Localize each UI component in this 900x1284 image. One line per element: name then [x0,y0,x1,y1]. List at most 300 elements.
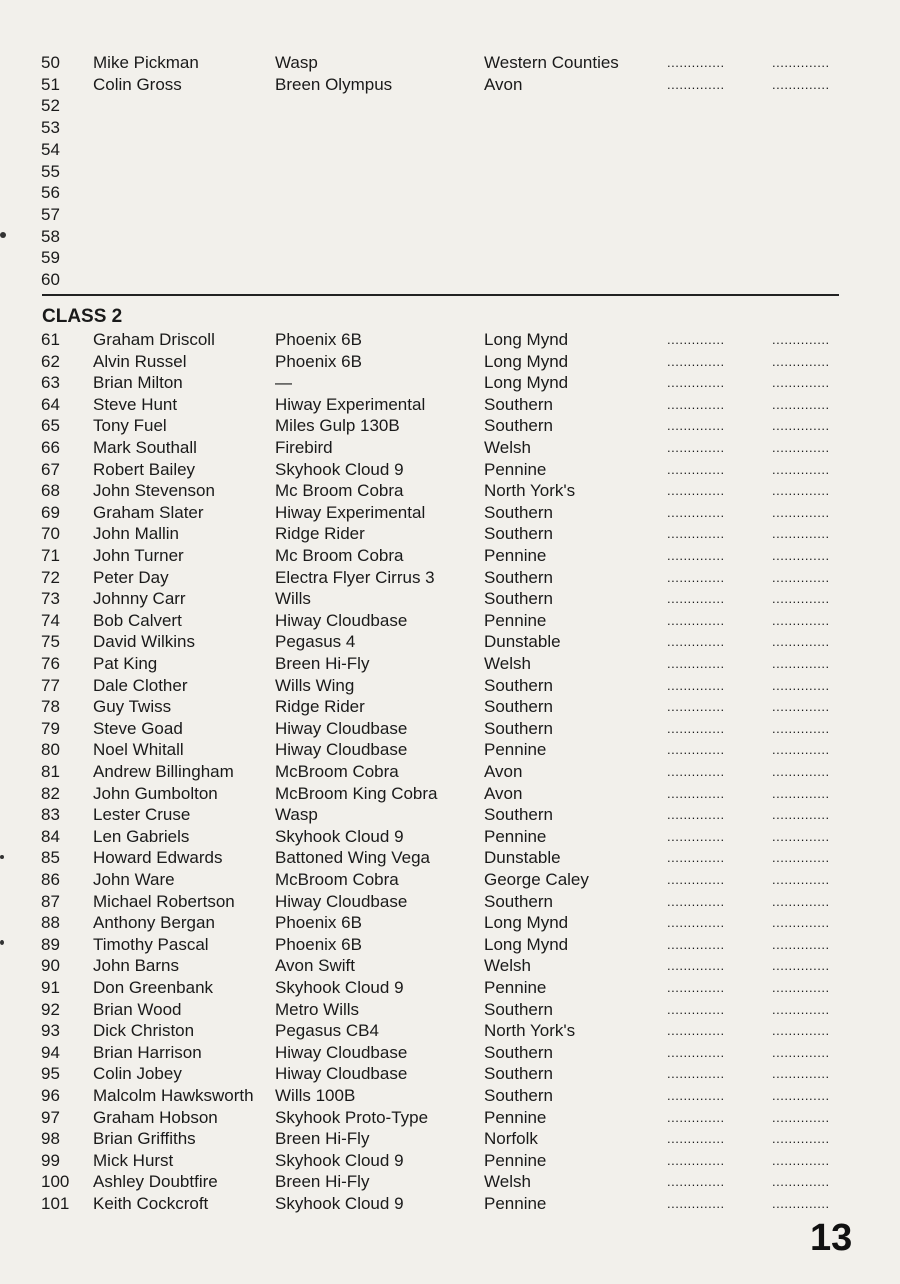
club-name: Pennine [484,978,547,997]
result-blank-2: .............. [772,807,830,823]
entry-number: 77 [41,675,60,695]
entry-row [0,502,900,524]
club-name: Southern [484,999,553,1019]
entry-number: 81 [41,762,60,781]
entry-number: 90 [41,956,60,976]
result-blank-1: .............. [667,1066,725,1082]
result-blank-1: .............. [667,332,725,347]
entry-row [0,1085,900,1107]
entry-number: 79 [41,718,60,738]
glider-name: Hiway Cloudbase [275,610,408,630]
result-blank-2: .............. [772,936,830,952]
entry-row [0,718,900,740]
glider-name: Miles Gulp 130B [275,416,400,436]
entry-number: 83 [41,805,60,825]
glider-name: Ridge Rider [275,524,365,544]
pilot-name: John Barns [93,956,179,976]
glider-name: Electra Flyer Cirrus 3 [275,567,435,587]
result-blank-2: .............. [772,353,830,369]
glider-name: Pegasus 4 [275,632,356,652]
entry-number: 97 [41,1107,60,1127]
entry-number: 73 [41,589,60,609]
glider-name: Phoenix 6B [275,330,362,349]
entry-row [0,247,900,269]
club-name: Long Mynd [484,913,569,933]
result-blank-2: .............. [772,872,830,887]
result-blank-1: .............. [667,548,725,563]
result-blank-1: .............. [667,828,725,844]
pilot-name: Colin Gross [93,74,182,94]
result-blank-2: .............. [772,1109,830,1125]
club-name: Dunstable [484,632,561,652]
glider-name: Phoenix 6B [275,934,362,954]
pilot-name: Anthony Bergan [93,913,215,933]
pilot-name: Andrew Billingham [93,762,234,781]
entry-row [0,869,900,891]
club-name: Southern [484,567,553,587]
result-blank-1: .............. [667,1174,725,1190]
pilot-name: Peter Day [93,567,169,587]
result-blank-2: .............. [772,1174,830,1190]
club-name: Southern [484,697,553,717]
club-name: Southern [484,675,553,695]
glider-name: Breen Hi-Fly [275,654,370,673]
glider-name: McBroom King Cobra [275,783,438,803]
glider-name: Hiway Cloudbase [275,891,408,911]
entry-row [0,1171,900,1193]
entry-number: 50 [41,53,60,72]
glider-name: Hiway Experimental [275,394,426,414]
glider-name: Skyhook Cloud 9 [275,826,404,846]
club-name: Pennine [484,1150,547,1170]
pilot-name: Tony Fuel [93,416,167,436]
result-blank-1: .............. [667,396,725,412]
result-blank-1: .............. [667,1044,725,1060]
result-blank-1: .............. [667,1088,725,1103]
entry-row [0,934,900,956]
entry-row [0,891,900,913]
glider-name: Breen Olympus [275,74,393,94]
result-blank-1: .............. [667,375,725,391]
pilot-name: Mick Hurst [93,1150,174,1170]
entry-row [0,329,900,351]
entry-number: 71 [41,546,60,565]
result-blank-1: .............. [667,720,725,736]
entry-row [0,204,900,226]
entry-number: 64 [41,394,60,414]
entry-number: 52 [41,96,60,116]
entry-row [0,117,900,139]
result-blank-1: .............. [667,483,725,499]
result-blank-2: .............. [772,1023,830,1039]
entry-number: 61 [41,330,60,349]
result-blank-1: .............. [667,1001,725,1017]
entry-row [0,545,900,567]
entry-row [0,1063,900,1085]
result-blank-1: .............. [667,634,725,650]
club-name: Southern [484,524,553,544]
entry-row [0,631,900,653]
entry-row [0,696,900,718]
entry-number: 72 [41,567,60,587]
result-blank-1: .............. [667,699,725,715]
punch-hole-mark [0,855,4,859]
entry-number: 59 [41,248,60,268]
entry-number: 67 [41,459,60,479]
club-name: Southern [484,718,553,738]
glider-name: Mc Broom Cobra [275,481,404,501]
result-blank-1: .............. [667,418,725,434]
pilot-name: John Turner [93,546,184,565]
pilot-name: Ashley Doubtfire [93,1172,218,1192]
result-blank-2: .............. [772,76,830,92]
entry-row [0,269,900,291]
result-blank-2: .............. [772,893,830,909]
entry-number: 88 [41,913,60,933]
entry-number: 74 [41,610,60,630]
section-divider [42,294,839,296]
pilot-name: Dale Clother [93,675,188,695]
club-name: Norfolk [484,1129,538,1149]
pilot-name: Brian Harrison [93,1042,202,1062]
pilot-name: Graham Driscoll [93,330,215,349]
glider-name: Ridge Rider [275,697,365,717]
entry-row [0,675,900,697]
result-blank-1: .............. [667,526,725,542]
class-2-heading: CLASS 2 [42,306,123,327]
entry-row [0,847,900,869]
result-blank-2: .............. [772,656,830,671]
result-blank-2: .............. [772,483,830,499]
result-blank-2: .............. [772,720,830,736]
entry-row [0,955,900,977]
result-blank-1: .............. [667,893,725,909]
club-name: Avon [484,762,523,781]
club-name: Western Counties [484,53,619,72]
entry-row [0,567,900,589]
result-blank-2: .............. [772,1196,830,1211]
pilot-name: Steve Hunt [93,394,178,414]
result-blank-2: .............. [772,548,830,563]
pilot-name: John Gumbolton [93,783,218,803]
pilot-name: Michael Robertson [93,891,235,911]
result-blank-2: .............. [772,591,830,607]
glider-name: Wasp [275,53,318,72]
result-blank-2: .............. [772,440,830,455]
pilot-name: Alvin Russel [93,351,187,371]
glider-name: McBroom Cobra [275,870,399,889]
club-name: Pennine [484,610,547,630]
entry-row [0,1020,900,1042]
club-name: George Caley [484,870,589,889]
entry-row [0,394,900,416]
glider-name: Breen Hi-Fly [275,1129,370,1149]
entry-number: 76 [41,654,60,673]
entry-number: 99 [41,1150,60,1170]
club-name: Southern [484,589,553,609]
club-name: Southern [484,416,553,436]
entry-number: 96 [41,1086,60,1105]
entry-number: 92 [41,999,60,1019]
club-name: Dunstable [484,848,561,868]
club-name: Welsh [484,654,531,673]
entry-row [0,351,900,373]
glider-name: Mc Broom Cobra [275,546,404,565]
glider-name: Avon Swift [275,956,356,976]
entry-row [0,161,900,183]
entry-number: 56 [41,183,60,203]
result-blank-1: .............. [667,785,725,801]
entry-row [0,761,900,783]
result-blank-1: .............. [667,656,725,671]
result-blank-2: .............. [772,699,830,715]
glider-name: Skyhook Proto-Type [275,1107,429,1127]
entry-number: 53 [41,118,60,138]
entry-row [0,804,900,826]
pilot-name: John Stevenson [93,481,215,501]
result-blank-2: .............. [772,1066,830,1082]
club-name: Southern [484,805,553,825]
entry-row [0,826,900,848]
entry-row [0,95,900,117]
result-blank-2: .............. [772,764,830,779]
glider-name: Wasp [275,805,318,825]
entry-row [0,1150,900,1172]
club-name: Pennine [484,546,547,565]
result-blank-1: .............. [667,76,725,92]
glider-name: Hiway Cloudbase [275,740,408,760]
entry-number: 95 [41,1064,60,1084]
entry-number: 80 [41,740,60,760]
entry-number: 91 [41,978,60,997]
entry-number: 65 [41,416,60,436]
glider-name: Hiway Cloudbase [275,1064,408,1084]
club-name: Welsh [484,1172,531,1192]
page-number: 13 [810,1217,853,1259]
glider-name: McBroom Cobra [275,762,399,781]
club-name: Long Mynd [484,934,569,954]
entry-row [0,739,900,761]
result-blank-1: .............. [667,1023,725,1039]
glider-name: Hiway Cloudbase [275,1042,408,1062]
pilot-name: Graham Slater [93,502,204,522]
club-name: Pennine [484,1194,547,1213]
result-blank-1: .............. [667,1152,725,1168]
glider-name: Hiway Experimental [275,502,426,522]
pilot-name: Guy Twiss [93,697,172,717]
club-name: Southern [484,394,553,414]
entry-row [0,999,900,1021]
entry-row [0,977,900,999]
result-blank-1: .............. [667,591,725,607]
glider-name: Wills [275,589,311,609]
result-blank-2: .............. [772,418,830,434]
entry-number: 82 [41,783,60,803]
entry-row [0,372,900,394]
result-blank-1: .............. [667,569,725,585]
entry-number: 57 [41,204,60,224]
result-blank-2: .............. [772,634,830,650]
result-blank-1: .............. [667,742,725,758]
result-blank-2: .............. [772,828,830,844]
club-name: Pennine [484,1107,547,1127]
glider-name: Firebird [275,438,333,457]
entry-row [0,523,900,545]
glider-name: Hiway Cloudbase [275,718,408,738]
club-name: Welsh [484,956,531,976]
club-name: Avon [484,74,523,94]
club-name: Pennine [484,459,547,479]
result-blank-2: .............. [772,1044,830,1060]
punch-hole-mark [0,232,6,238]
glider-name: Phoenix 6B [275,351,362,371]
result-blank-2: .............. [772,1088,830,1103]
pilot-name: Brian Wood [93,999,182,1019]
result-blank-1: .............. [667,872,725,887]
result-blank-1: .............. [667,440,725,455]
entry-number: 84 [41,826,60,846]
entry-row [0,783,900,805]
entry-number: 78 [41,697,60,717]
pilot-name: Bob Calvert [93,610,182,630]
entry-number: 85 [41,848,60,868]
result-blank-1: .............. [667,980,725,995]
pilot-name: Robert Bailey [93,459,196,479]
glider-name: Breen Hi-Fly [275,1172,370,1192]
entry-row [0,415,900,437]
result-blank-2: .............. [772,742,830,758]
pilot-name: Brian Griffiths [93,1129,196,1149]
pilot-name: Len Gabriels [93,826,190,846]
result-blank-1: .............. [667,807,725,823]
entry-number: 89 [41,934,60,954]
result-blank-1: .............. [667,958,725,974]
entry-number: 68 [41,481,60,501]
result-blank-2: .............. [772,1001,830,1017]
result-blank-1: .............. [667,612,725,628]
glider-name: Skyhook Cloud 9 [275,978,404,997]
result-blank-2: .............. [772,569,830,585]
pilot-name: Graham Hobson [93,1107,218,1127]
pilot-name: Brian Milton [93,373,183,393]
entry-number: 60 [41,270,60,289]
pilot-name: Johnny Carr [93,589,186,609]
punch-hole-mark [0,940,4,945]
pilot-name: Don Greenbank [93,978,214,997]
pilot-name: John Ware [93,870,175,889]
entry-number: 62 [41,351,60,371]
result-blank-1: .............. [667,504,725,520]
entry-row [0,1042,900,1064]
pilot-name: Lester Cruse [93,805,191,825]
pilot-name: Colin Jobey [93,1064,182,1084]
result-blank-1: .............. [667,353,725,369]
club-name: Long Mynd [484,373,569,393]
entry-row [0,912,900,934]
pilot-name: Keith Cockcroft [93,1194,209,1213]
entry-number: 69 [41,502,60,522]
entry-row [0,139,900,161]
result-blank-2: .............. [772,55,830,70]
result-blank-1: .............. [667,936,725,952]
entry-row [0,182,900,204]
entry-row [0,226,900,248]
entry-row [0,52,900,74]
result-blank-1: .............. [667,1109,725,1125]
glider-name: — [275,373,292,393]
result-blank-2: .............. [772,526,830,542]
result-blank-2: .............. [772,375,830,391]
result-blank-2: .............. [772,504,830,520]
result-blank-1: .............. [667,461,725,477]
pilot-name: Timothy Pascal [93,934,209,954]
pilot-name: Howard Edwards [93,848,223,868]
result-blank-2: .............. [772,1131,830,1147]
glider-name: Pegasus CB4 [275,1021,379,1041]
entry-row [0,74,900,96]
entry-row [0,459,900,481]
entry-row [0,1107,900,1129]
entry-number: 100 [41,1172,70,1192]
pilot-name: Mark Southall [93,438,197,457]
club-name: Southern [484,1042,553,1062]
result-blank-2: .............. [772,958,830,974]
result-blank-1: .............. [667,915,725,931]
entry-number: 54 [41,139,60,159]
club-name: Southern [484,891,553,911]
club-name: Southern [484,502,553,522]
club-name: Pennine [484,826,547,846]
entry-number: 94 [41,1042,60,1062]
entry-number: 66 [41,438,60,457]
pilot-name: John Mallin [93,524,179,544]
glider-name: Skyhook Cloud 9 [275,1150,404,1170]
result-blank-2: .............. [772,612,830,628]
entry-number: 70 [41,524,60,544]
pilot-name: Dick Christon [93,1021,195,1041]
club-name: Southern [484,1086,553,1105]
pilot-name: Steve Goad [93,718,183,738]
club-name: North York's [484,1021,576,1041]
result-blank-1: .............. [667,850,725,866]
entry-number: 98 [41,1129,60,1149]
glider-name: Wills Wing [275,675,355,695]
result-blank-2: .............. [772,915,830,931]
glider-name: Phoenix 6B [275,913,362,933]
pilot-name: Malcolm Hawksworth [93,1086,254,1105]
glider-name: Skyhook Cloud 9 [275,1194,404,1213]
result-blank-2: .............. [772,396,830,412]
result-blank-1: .............. [667,677,725,693]
result-blank-2: .............. [772,461,830,477]
entry-number: 86 [41,870,60,889]
entry-number: 93 [41,1021,60,1041]
entry-number: 55 [41,161,60,181]
entry-row [0,1193,900,1215]
entry-row [0,610,900,632]
result-blank-1: .............. [667,1196,725,1211]
club-name: Southern [484,1064,553,1084]
club-name: Avon [484,783,523,803]
entry-number: 75 [41,632,60,652]
entry-row [0,437,900,459]
club-name: Long Mynd [484,330,569,349]
glider-name: Wills 100B [275,1086,356,1105]
entry-row [0,653,900,675]
entry-number: 51 [41,74,60,94]
entry-number: 101 [41,1194,70,1213]
pilot-name: David Wilkins [93,632,196,652]
